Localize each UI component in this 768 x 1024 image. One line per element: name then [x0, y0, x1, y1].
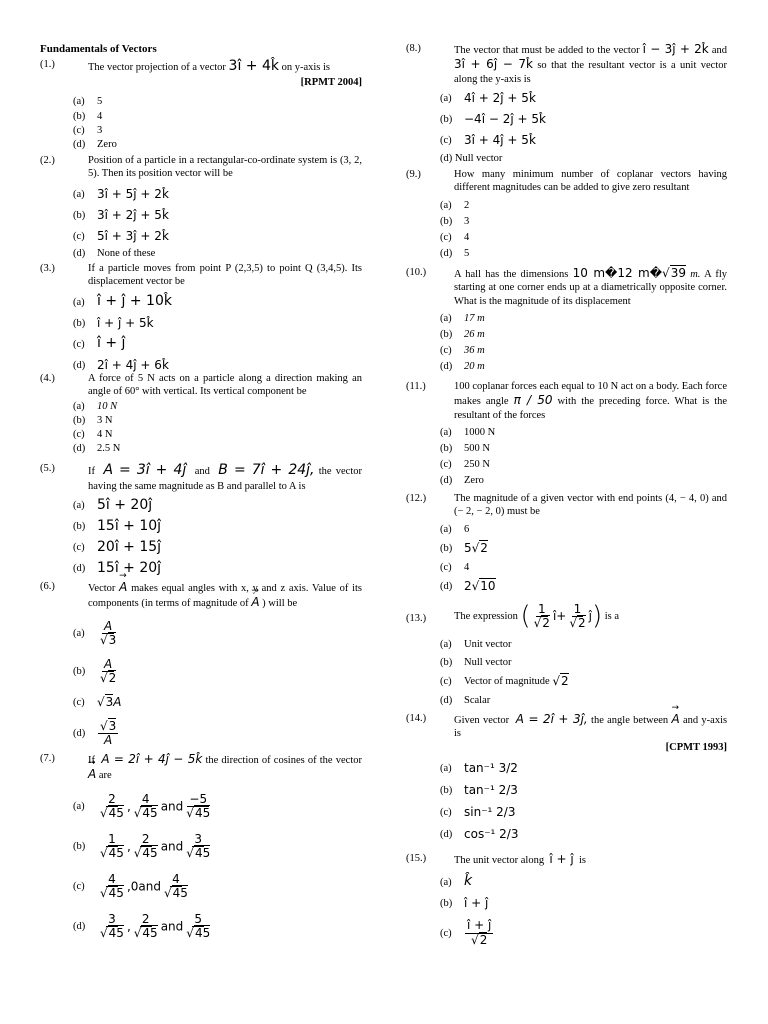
option-a: (a) 6 — [440, 524, 470, 536]
option-d: (d) Zero — [73, 138, 117, 150]
option-c: (c) $\frac{4}{√45}$ ,0and $\frac{4}{√45}$ — [73, 871, 188, 901]
question-15: (15.) The unit vector along î + ĵ is (a) k̂ (b) î + ĵ (c) $\frac{î + ĵ}{√2}$ — [406, 852, 727, 953]
option-d: (d) cos⁻¹ 2/3 — [440, 826, 519, 841]
option-d: (d) Zero — [440, 474, 484, 486]
page-title: Fundamentals of Vectors — [40, 43, 157, 55]
option-b: (b) 4 — [73, 110, 103, 122]
option-b: (b) $\frac{A}{√2}$ — [73, 656, 117, 686]
option-b: (b) î + ĵ + 5k̂ — [73, 315, 154, 330]
option-a: (a) k̂ — [440, 873, 473, 890]
question-12: (12.) The magnitude of a given vector with end points (4, − 4, 0) and (− 2, − 2, 0) must be (a) 6 (b) 5√2 (c) 4 (d) 2√10 — [406, 492, 727, 597]
option-a: (a) 17 m — [440, 312, 485, 324]
option-a: (a) tan⁻¹ 3/2 — [440, 760, 518, 775]
option-d: (d) 5 — [440, 248, 470, 260]
option-a: (a) 2 — [440, 200, 470, 212]
question-14: (14.) Given vector A = 2î + 3ĵ, the angle between → A and y-axis is [CPMT 1993] (a) tan⁻¹ 3/2 (b) tan⁻¹ 2/3 (c) sin⁻¹ 2/3 (d) cos⁻¹ 2/3 — [406, 712, 727, 845]
option-a: (a) 5î + 20ĵ — [73, 496, 153, 513]
option-a: (a) î + ĵ + 10k̂ — [73, 293, 172, 310]
question-4: (4.) A force of 5 N acts on a particle along a direction making an angle of 60° with vertical. Its vertical component be (a) 10 N (b) 3 N (c) 4 N (d) 2.5 N — [40, 373, 362, 455]
option-c: (c) 4 N — [73, 429, 113, 441]
option-d: (d) Scalar — [440, 694, 491, 706]
question-9: (9.) How many minimum number of coplanar vectors having different magnitudes can be added to give zero resultant (a) 2 (b) 3 (c) 4 (d) 5 — [406, 168, 727, 262]
question-11: (11.) 100 coplanar forces each equal to 10 N act on a body. Each force makes angle π / 50 with the preceding force. What is the resultant of the forces (a) 1000 N (b) 500 N (c) 250 N (d) Zero — [406, 380, 727, 488]
option-d: (d) 2√10 — [440, 579, 496, 594]
option-c: (c) $\frac{î + ĵ}{√2}$ — [440, 918, 492, 947]
question-text: The vector projection of a vector 3î + 4k̂ on y-axis is — [88, 58, 331, 74]
option-c: (c) 3 — [73, 124, 103, 136]
question-5: (5.) If A = 3î + 4ĵ and B = 7î + 24ĵ, the vector having the same magnitude as B and parallel to A is (a) 5î + 20ĵ (b) 15î + 10ĵ (c) 20î + 15ĵ (d) 15î + 20ĵ — [40, 462, 362, 579]
option-c: (c) 20î + 15ĵ — [73, 538, 162, 555]
exam-source: [RPMT 2004] — [300, 76, 362, 88]
option-b: (b) 3 — [440, 216, 470, 228]
option-a: (a) $\frac{A}{√3}$ — [73, 618, 117, 648]
option-d: (d) 2î + 4ĵ + 6k̂ — [73, 357, 169, 372]
option-c: (c) 250 N — [440, 458, 490, 470]
option-b: (b) 5√2 — [440, 541, 488, 556]
option-c: (c) 4 — [440, 562, 470, 574]
option-d: (d) $\frac{√3}{A}$ — [73, 718, 117, 748]
option-a: (a) $\frac{2}{√45}$ , $\frac{4}{√45}$ and $\frac{-5}{√45}$ — [73, 791, 211, 821]
option-b: (b) 3 N — [73, 415, 113, 427]
option-c: (c) Vector of magnitude √2 — [440, 673, 569, 688]
option-d: (d) 2.5 N — [73, 443, 121, 455]
question-8: (8.) The vector that must be added to the vector î − 3ĵ + 2k̂ and 3î + 6ĵ − 7k̂ so that the resultant vector is a unit vector along the y-axis is (a) 4î + 2ĵ + 5k̂ (b) −4î − 2ĵ + 5k̂ (c) 3î + 4ĵ + 5k̂ (d) Null vector — [406, 42, 728, 164]
option-b: (b) 500 N — [440, 442, 490, 454]
option-b: (b) $\frac{1}{√45}$ , $\frac{2}{√45}$ and $\frac{3}{√45}$ — [73, 831, 211, 861]
question-13: (13.) The expression ( $\frac{1}{√2}$ î + $\frac{1}{√2}$ ĵ ) is a (a) Unit vector (b) Null vector (c) Vector of magnitude √2 (d) Scalar — [406, 600, 727, 709]
option-c: (c) √3A — [73, 695, 122, 710]
question-2: (2.) Position of a particle in a rectangular-co-ordinate system is (3, 2, 5). Then its position vector will be (a) 3î + 5ĵ + 2k̂ (b) 3î + 2ĵ + 5k̂ (c) 5î + 3ĵ + 2k̂ (d) None of these — [40, 155, 362, 260]
option-b: (b) 3î + 2ĵ + 5k̂ — [73, 207, 169, 222]
question-1 — [40, 58, 362, 151]
option-a: (a) 5 — [73, 95, 103, 107]
option-c: (c) 36 m — [440, 344, 485, 356]
option-a: (a) 4î + 2ĵ + 5k̂ — [440, 91, 536, 106]
option-c: (c) sin⁻¹ 2/3 — [440, 804, 516, 819]
question-10: (10.) A hall has the dimensions 10 m�12 m�√39 m. A fly starting at one corner ends up at a diametrically opposite corner. What is the magnitude of its displacement (a) 17 m (b) 26 m (c) 36 m (d) 20 m — [406, 266, 727, 374]
option-c: (c) 3î + 4ĵ + 5k̂ — [440, 133, 536, 148]
vector-a-symbol: → A — [119, 580, 127, 595]
option-d: (d) 20 m — [440, 360, 485, 372]
option-d: (d) 15î + 20ĵ — [73, 559, 162, 576]
question-number: (1.) — [40, 59, 55, 70]
option-c: (c) 4 — [440, 232, 470, 244]
option-b: (b) 26 m — [440, 328, 485, 340]
option-d: (d) Null vector — [440, 152, 503, 164]
question-6: (6.) Vector → A makes equal angles with x, y and z axis. Value of its components (in terms of magnitude of → A ) will be (a) $\frac{A}{√3}$ (b) $\frac{A}{√2}$ (c) √3A (d) $\frac{√3}{A}$ — [40, 580, 362, 753]
option-a: (a) 10 N — [73, 401, 118, 413]
question-7: (7.) If A = 2î + 4ĵ − 5k̂ the direction of cosines of the vector → A are (a) $\frac{2}{√45}$ , $\frac{4}{√45}$ and $\frac{-5}{√45}$ (b) $\frac{1}{√45}$ , $\frac{2}{√45}$ and $\frac{3}{√45}$ (c) $\frac{4}{√45}$ ,0and $\frac{4}{√45}$ (d) $\frac{3}{√45}$ , $\frac{2}{√45}$ and $\frac{5}{√45}$ — [40, 752, 362, 947]
option-a: (a) Unit vector — [440, 638, 512, 650]
option-b: (b) tan⁻¹ 2/3 — [440, 782, 518, 797]
option-c: (c) 5î + 3ĵ + 2k̂ — [73, 228, 169, 243]
option-b: (b) −4î − 2ĵ + 5k̂ — [440, 112, 546, 127]
option-d: (d) None of these — [73, 248, 156, 260]
option-d: (d) $\frac{3}{√45}$ , $\frac{2}{√45}$ and $\frac{5}{√45}$ — [73, 911, 211, 941]
exam-source: [CPMT 1993] — [665, 741, 727, 753]
question-3: (3.) If a particle moves from point P (2,3,5) to point Q (3,4,5). Its displacement vector be (a) î + ĵ + 10k̂ (b) î + ĵ + 5k̂ (c) î + ĵ (d) 2î + 4ĵ + 6k̂ — [40, 262, 362, 376]
option-a: (a) 1000 N — [440, 426, 496, 438]
option-b: (b) 15î + 10ĵ — [73, 517, 162, 534]
option-b: (b) Null vector — [440, 656, 512, 668]
option-b: (b) î + ĵ — [440, 895, 489, 910]
option-a: (a) 3î + 5ĵ + 2k̂ — [73, 186, 169, 201]
option-c: (c) î + ĵ — [73, 335, 126, 352]
